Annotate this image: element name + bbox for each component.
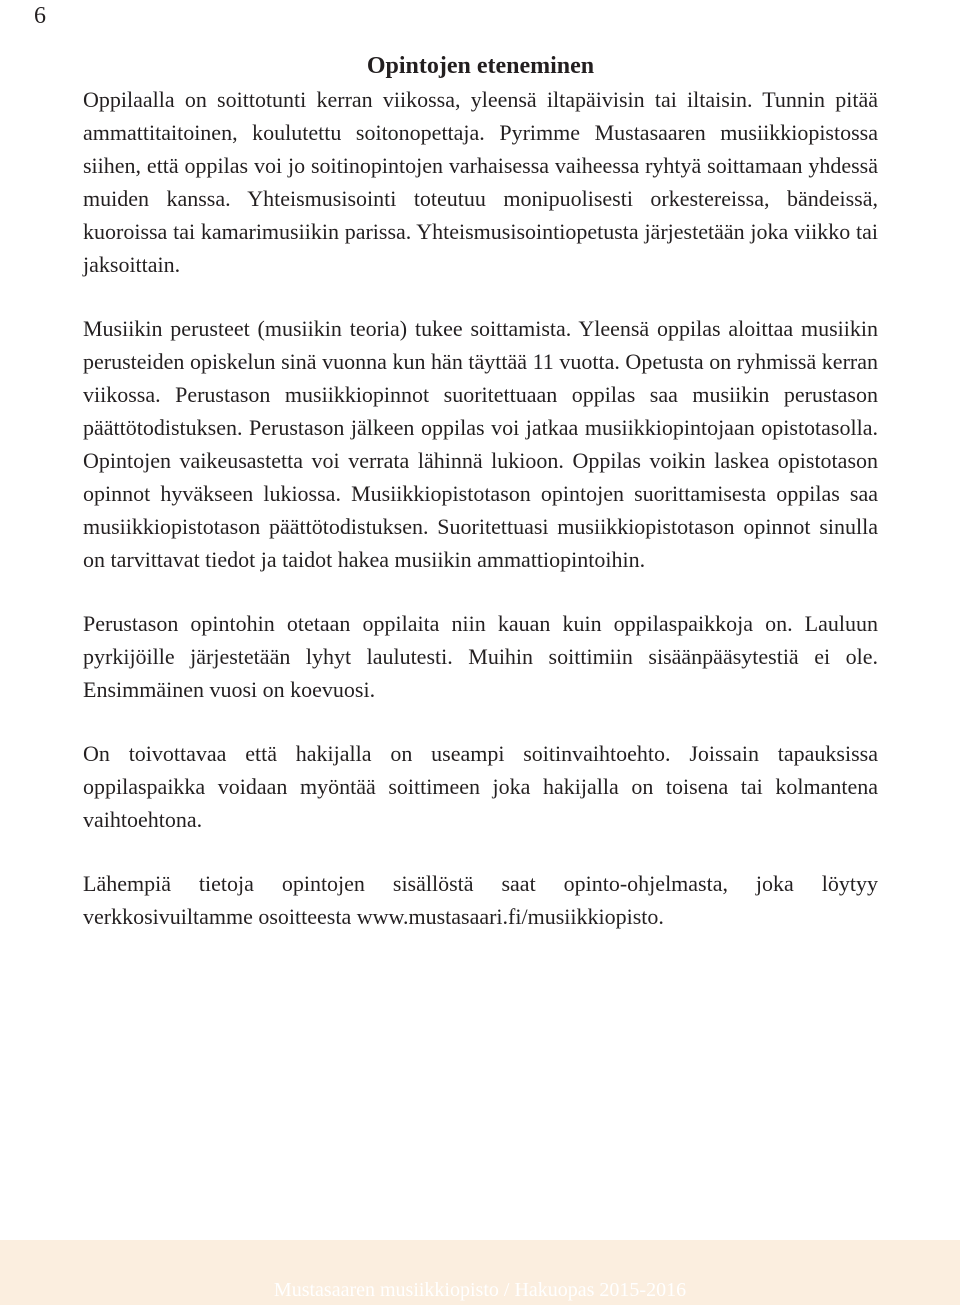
paragraph-lessons: Oppilaalla on soittotunti kerran viikossa, yleensä iltapäivisin tai iltaisin. Tunnin pitää ammattitaitoinen, koulutettu soitonopettaja. Pyrimme Mustasaaren musiikkiopistossa siihen, että oppilas voi jo soitinopintojen varhaisessa vaiheessa ryhtyä soittamaan yhdessä muiden kanssa. Yhteismusisointi toteutuu monipuolisesti orkestereissa, bändeissä, kuoroissa tai kamarimusiikin parissa. Yhteismusisointiopetusta järjestetään joka viikko tai jaksoittain. <box>83 87 878 277</box>
paragraph-music-theory: Musiikin perusteet (musiikin teoria) tukee soittamista. Yleensä oppilas aloittaa musiikin perusteiden opiskelun sinä vuonna kun hän täyttää 11 vuotta. Opetusta on ryhmissä kerran viikossa. Perustason musiikkiopinnot suoritettuaan oppilas saa musiikin perustason päättötodistuksen. Perustason jälkeen oppilas voi jatkaa musiikkiopintojaan opistotasolla. Opintojen vaikeusastetta voi verrata lähinnä lukioon. Oppilas voikin laskea opistotason opinnot hyväkseen lukiossa. Musiikkiopistotason opintojen suorittamisesta oppilas saa musiikkiopistotason päättötodistuksen. Suoritettuasi musiikkiopistotason opinnot sinulla on tarvittavat tiedot ja taidot hakea musiikin ammattiopintoihin. <box>83 316 878 572</box>
section-heading: Opintojen eteneminen <box>366 53 595 79</box>
page-number: 6 <box>34 3 46 29</box>
paragraph-admission: Perustason opintohin otetaan oppilaita niin kauan kuin oppilaspaikkoja on. Lauluun pyrkijöille järjestetään lyhyt laulutesti. Muihin soittimiin sisäänpääsytestiä ei ole. Ensimmäinen vuosi on koevuosi. <box>83 611 878 702</box>
main-content <box>83 50 878 933</box>
paragraph-instrument-choices: On toivottavaa että hakijalla on useampi soitinvaihtoehto. Joissain tapauksissa oppilaspaikka voidaan myöntää soittimeen joka hakijalla on toisena tai kolmantena vaihtoehtona. <box>83 741 878 832</box>
paragraph-more-info: Lähempiä tietoja opintojen sisällöstä saat opinto-ohjelmasta, joka löytyy verkkosivuiltamme osoitteesta www.mustasaari.fi/musiikkiopisto. <box>83 871 878 929</box>
footer-band <box>0 1240 960 1305</box>
footer-text: Mustasaaren musiikkiopisto / Hakuopas 2015-2016 <box>273 1279 687 1301</box>
